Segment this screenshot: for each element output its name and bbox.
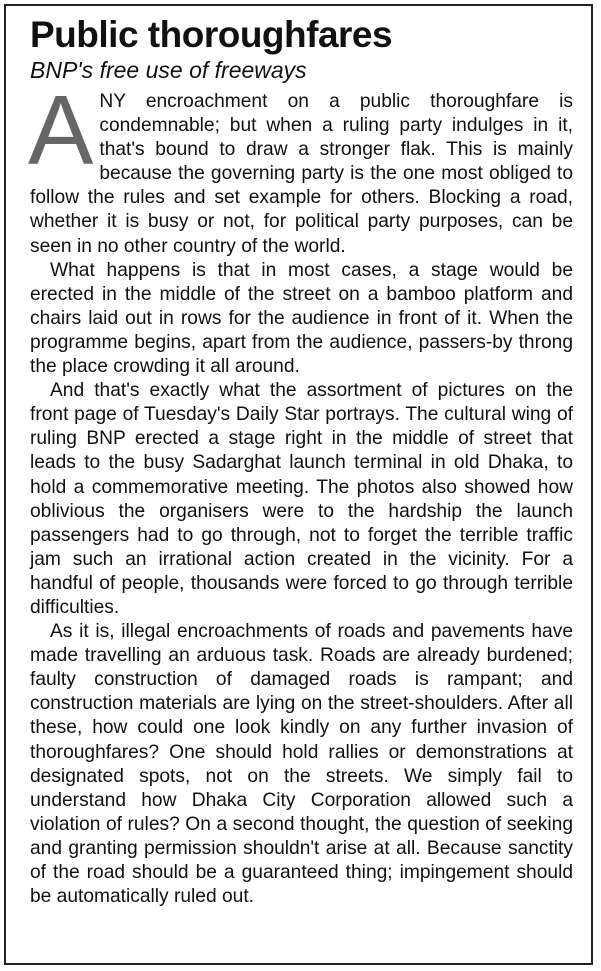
article-frame — [4, 4, 593, 965]
article-paragraph-4: As it is, illegal encroachments of roads and pavements have made travelling an arduous task. Roads are already burdened; faulty construction of damaged roads is rampant; and construction materials are lying on the street-shoulders. After all these, how could one look kindly on any further invasion of thoroughfares? One should hold rallies or demonstrations at designated spots, not on the streets. We simply fail to understand how Dhaka City Corporation allowed such a violation of rules? On a second thought, the question of seeking and granting permission shouldn't arise at all. Because sanctity of the road should be a guaranteed thing; impingement should be automatically ruled out. — [30, 621, 573, 908]
article-body — [28, 75, 573, 909]
article-paragraph-3: And that's exactly what the assortment of pictures on the front page of Tuesday's Daily Star portrays. The cultural wing of ruling BNP erected a stage right in the middle of street that leads to the busy Sadarghat launch terminal in old Dhaka, to hold a commemorative meeting. The photos also showed how oblivious the organisers were to the hardship the launch passengers had to go through, not to forget the terrible traffic jam such an irrational action created in the vicinity. For a handful of people, thousands were forced to go through terrible difficulties. — [30, 380, 573, 618]
article-paragraph-2: What happens is that in most cases, a stage would be erected in the middle of the street on a bamboo platform and chairs laid out in rows for the audience in front of it. When the programme begins, apart from the audience, passers-by throng the place crowding it all around. — [30, 259, 573, 378]
article-paragraph-1 — [28, 75, 573, 259]
paragraph-1-text: NY encroachment on a public thoroughfare is condemnable; but when a ruling party indulges in it, that's bound to draw a stronger flak. This is mainly because the governing party is the one most obliged to follow the rules and set example for others. Blocking a road, whether it is busy or not, for political party purposes, can be seen in no other country of the world. — [30, 91, 573, 257]
drop-cap: A — [28, 75, 94, 185]
article-headline: Public thoroughfares — [30, 14, 393, 55]
article-subheadline: BNP's free use of freeways — [30, 57, 307, 83]
